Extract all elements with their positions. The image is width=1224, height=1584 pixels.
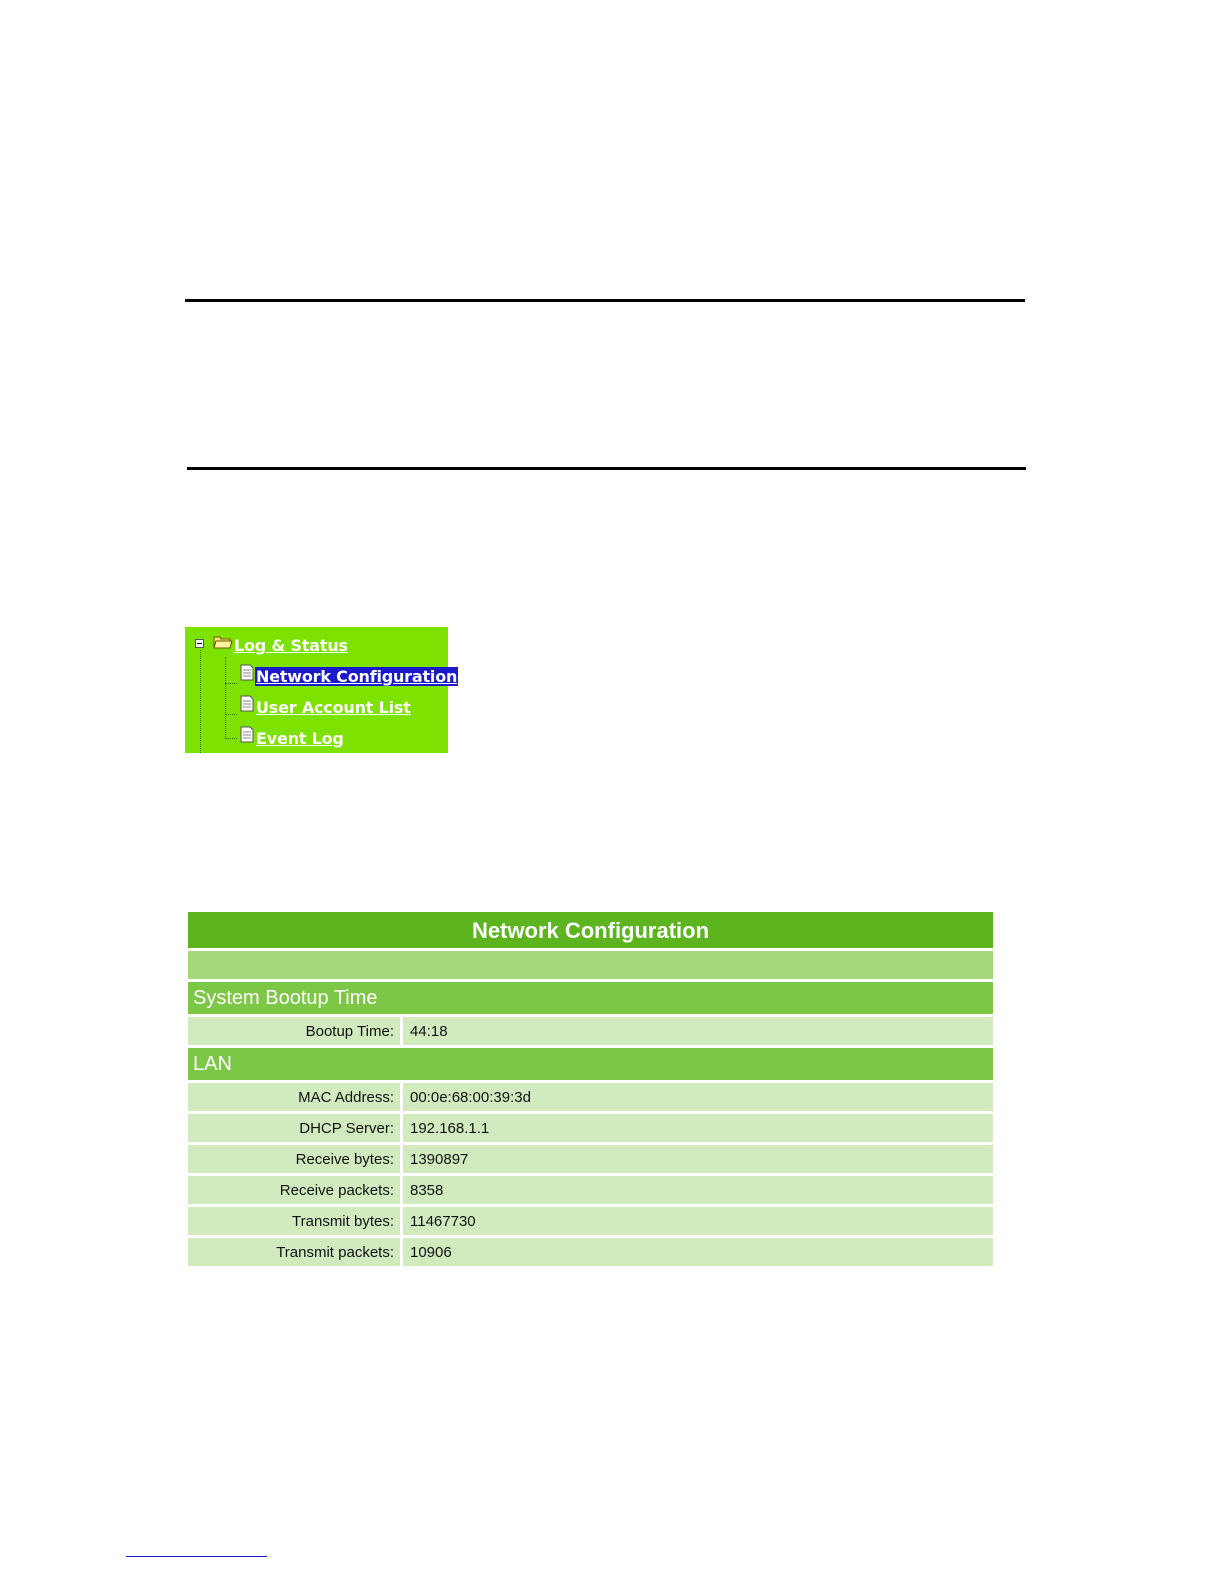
- document-icon: [240, 695, 254, 712]
- field-value: 44:18: [403, 1017, 993, 1045]
- field-label: Transmit packets:: [188, 1238, 400, 1266]
- panel-title: Network Configuration: [188, 912, 993, 948]
- tree-root-log-status[interactable]: Log & Status: [234, 636, 348, 655]
- table-row: [188, 1017, 993, 1045]
- tree-branch-tick: [225, 714, 237, 715]
- tree-item-event-log[interactable]: Event Log: [256, 729, 344, 748]
- table-row: [188, 1083, 993, 1111]
- open-folder-icon: [213, 634, 233, 650]
- footnote-rule: [126, 1556, 267, 1557]
- field-value: 192.168.1.1: [403, 1114, 993, 1142]
- document-icon: [240, 664, 254, 681]
- bottom-divider: [187, 467, 1026, 470]
- table-row: [188, 1114, 993, 1142]
- log-status-tree-menu: [185, 627, 458, 753]
- field-value: 11467730: [403, 1207, 993, 1235]
- section-heading-system-bootup-time: System Bootup Time: [188, 982, 993, 1014]
- field-label: Receive bytes:: [188, 1145, 400, 1173]
- tree-item-network-configuration[interactable]: Network Configuration: [256, 667, 458, 686]
- top-divider: [185, 299, 1025, 302]
- field-value: 8358: [403, 1176, 993, 1204]
- table-row: [188, 1238, 993, 1266]
- table-row: [188, 1207, 993, 1235]
- table-row: [188, 1145, 993, 1173]
- tree-branch-tick: [225, 738, 237, 739]
- field-label: Transmit bytes:: [188, 1207, 400, 1235]
- document-icon: [240, 726, 254, 743]
- panel-spacer-bar: [188, 951, 993, 979]
- network-configuration-panel: [188, 912, 993, 1269]
- field-label: DHCP Server:: [188, 1114, 400, 1142]
- tree-connector-line: [200, 650, 201, 753]
- field-label: MAC Address:: [188, 1083, 400, 1111]
- collapse-toggle-icon[interactable]: [195, 639, 204, 648]
- tree-item-user-account-list[interactable]: User Account List: [256, 698, 411, 717]
- tree-branch-tick: [225, 683, 237, 684]
- table-row: [188, 1176, 993, 1204]
- section-heading-lan: LAN: [188, 1048, 993, 1080]
- field-value: 00:0e:68:00:39:3d: [403, 1083, 993, 1111]
- field-label: Receive packets:: [188, 1176, 400, 1204]
- field-value: 1390897: [403, 1145, 993, 1173]
- field-label: Bootup Time:: [188, 1017, 400, 1045]
- tree-branch-line: [225, 657, 226, 739]
- field-value: 10906: [403, 1238, 993, 1266]
